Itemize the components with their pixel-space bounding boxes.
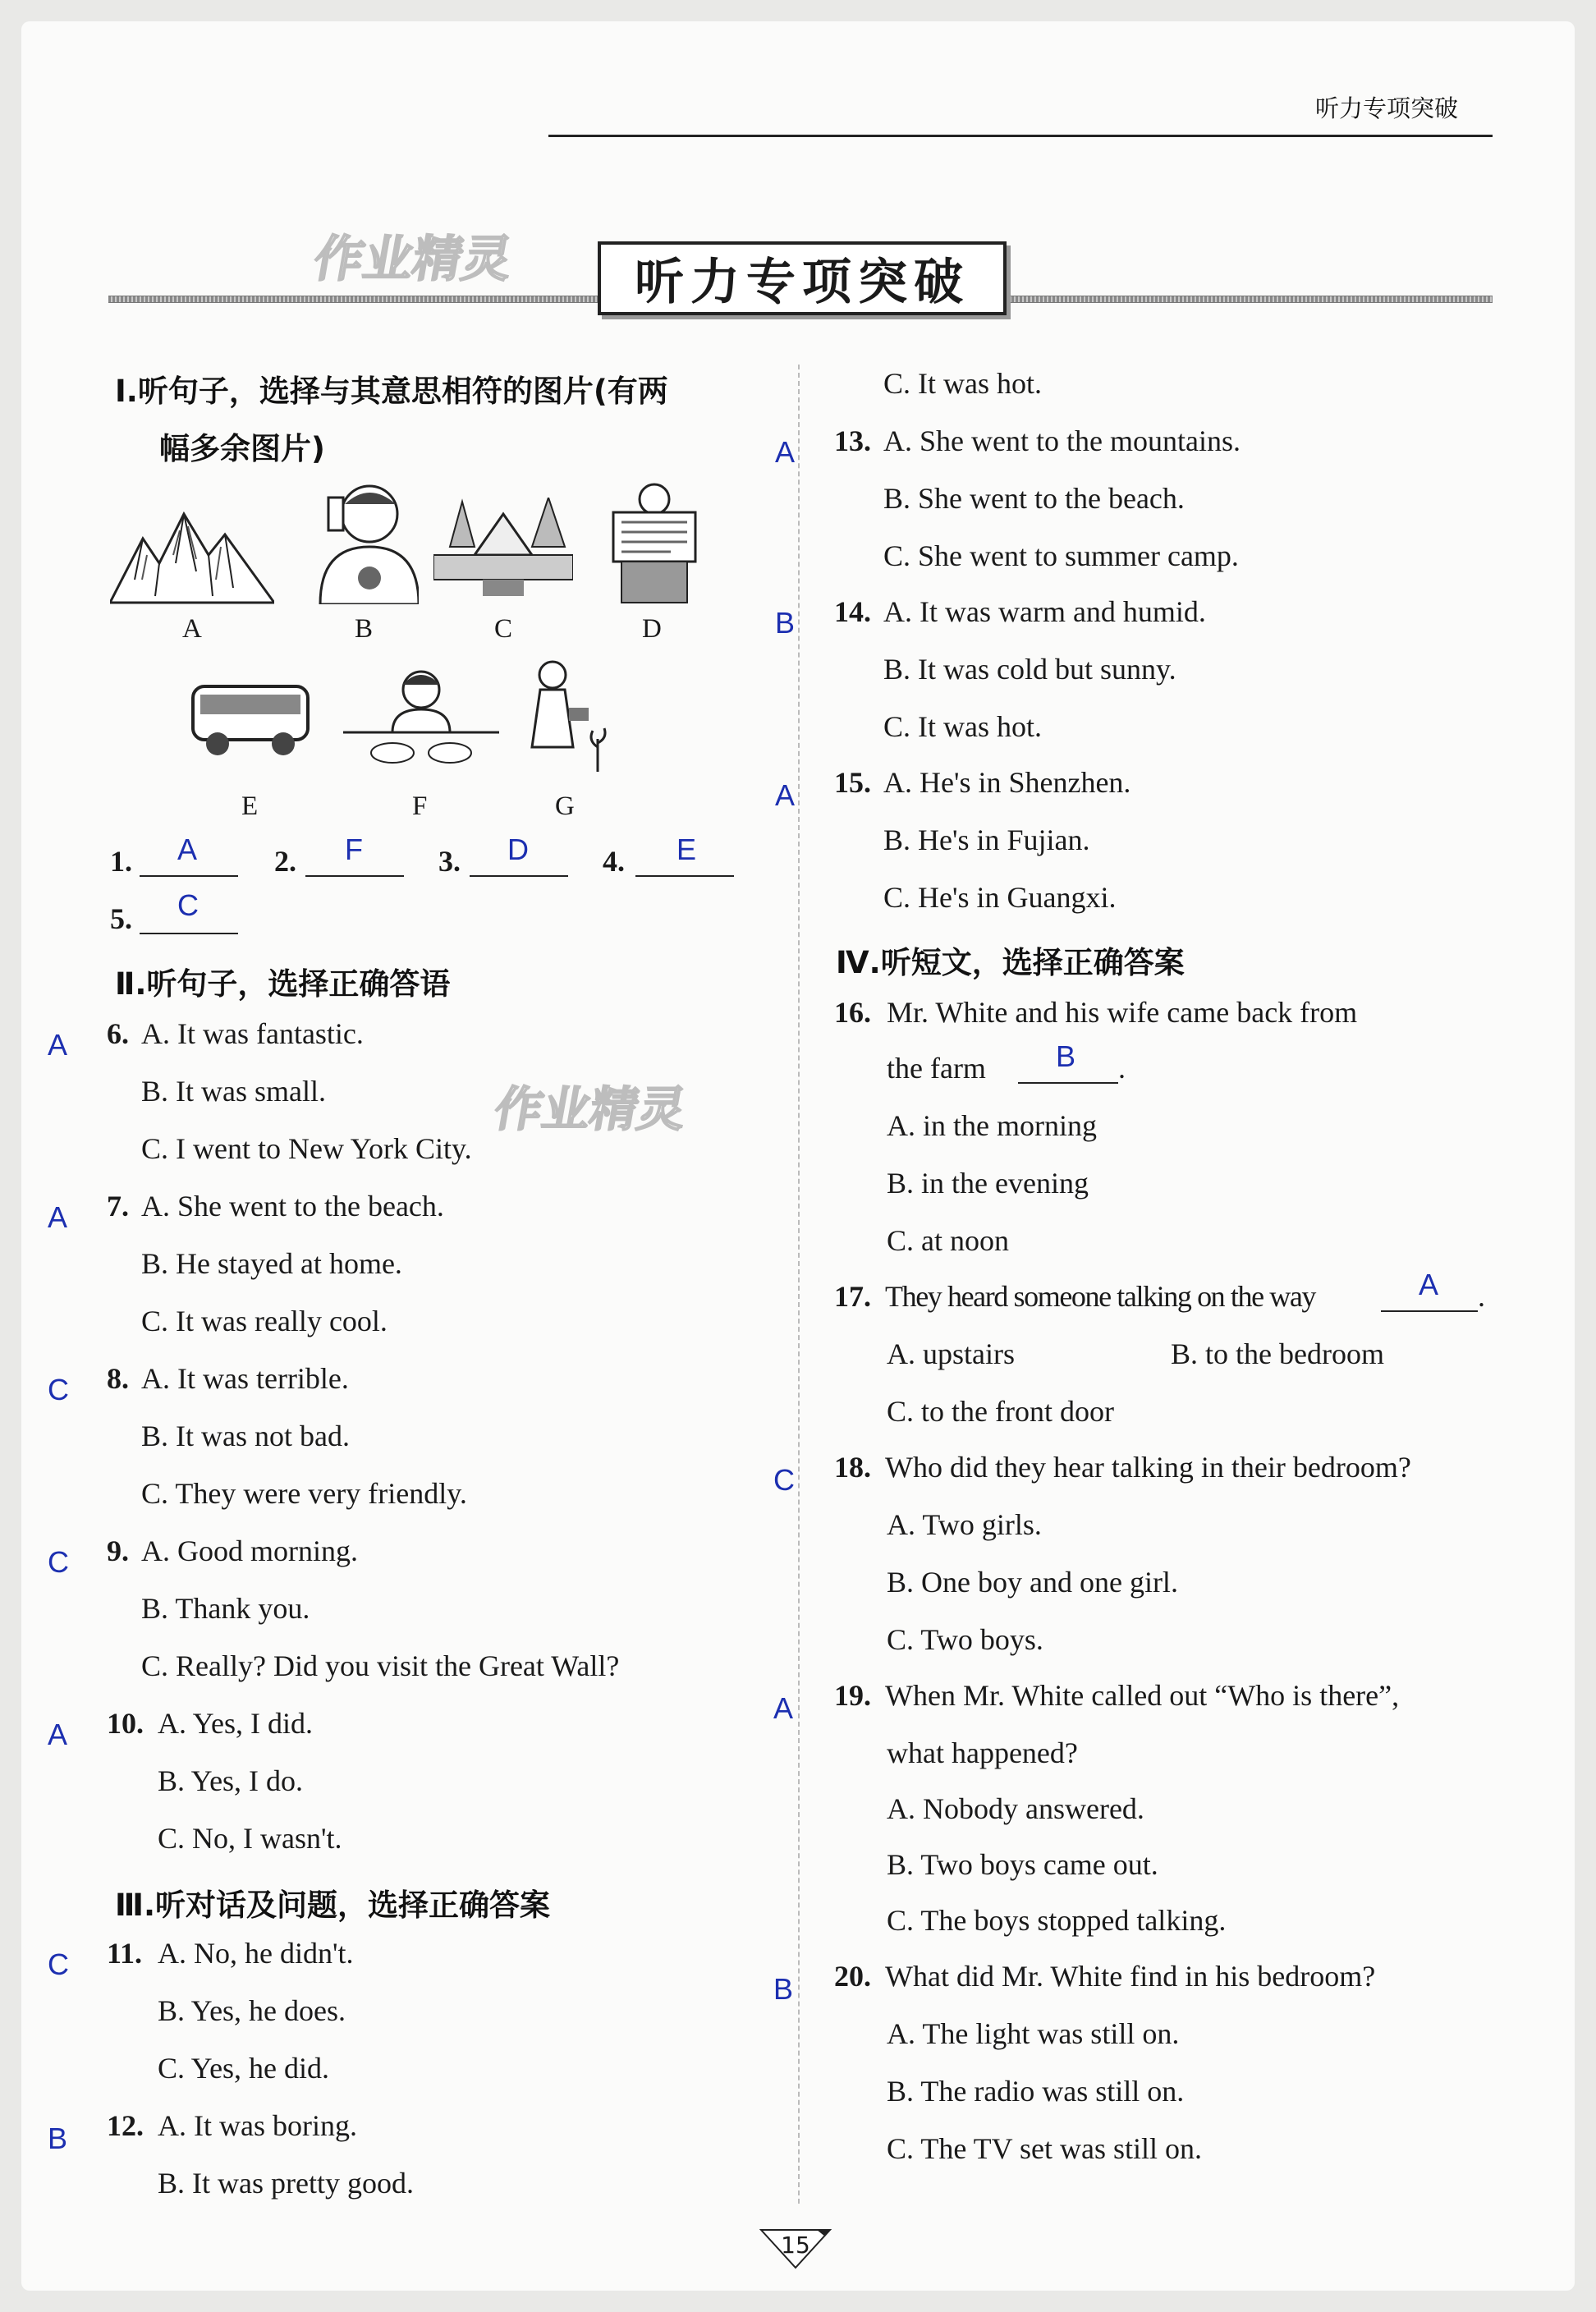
option-c: C. to the front door (887, 1395, 1114, 1428)
option-c: C. The TV set was still on. (887, 2132, 1203, 2165)
option-b: B. The radio was still on. (887, 2075, 1185, 2108)
answer-mark: C (48, 1373, 69, 1406)
option-b: B. It was small. (141, 1075, 326, 1108)
girl-watering-plant-icon (524, 657, 614, 780)
question-number: 8. (107, 1362, 129, 1395)
question-number: 15. (834, 766, 871, 799)
option-c: C. No, I wasn't. (158, 1822, 342, 1855)
stem-end: . (1118, 1052, 1126, 1085)
option-b: B. It was pretty good. (158, 2167, 414, 2200)
answer-blank (305, 875, 404, 877)
question-number: 12. (107, 2109, 144, 2142)
camp-forest-icon (433, 498, 573, 604)
header-rule (548, 135, 1493, 137)
option-a: A. It was terrible. (141, 1362, 349, 1395)
option-b: B. in the evening (887, 1167, 1089, 1200)
option-a: A. The light was still on. (887, 2017, 1180, 2050)
option-b: B. She went to the beach. (883, 482, 1185, 515)
section1-heading-cont: 幅多余图片) (159, 431, 325, 466)
picture-label: B (355, 614, 374, 644)
answer-mark: A (48, 1718, 68, 1751)
bus-icon (189, 678, 312, 760)
question-number: 17. (834, 1280, 871, 1313)
section2-heading: Ⅱ.听句子，选择正确答语 (115, 966, 451, 1002)
option-b: B. One boy and one girl. (887, 1566, 1178, 1599)
question-stem: the farm (887, 1052, 986, 1085)
section1-heading: Ⅰ.听句子，选择与其意思相符的图片(有两 (115, 374, 668, 409)
page-number: 15 (781, 2232, 810, 2259)
option-b: B. Thank you. (141, 1592, 310, 1625)
option-c: C. Yes, he did. (158, 2052, 330, 2085)
option-c: C. He's in Guangxi. (883, 881, 1117, 914)
column-divider (798, 365, 800, 2204)
question-number: 20. (834, 1960, 871, 1993)
option-c: C. Two boys. (887, 1623, 1043, 1656)
picture-label: E (241, 791, 259, 821)
section4-heading: Ⅳ.听短文，选择正确答案 (836, 945, 1185, 980)
option-a: A. upstairs (887, 1337, 1015, 1370)
question-stem: When Mr. White called out “Who is there”, (885, 1679, 1400, 1712)
question-number: 19. (834, 1679, 871, 1712)
running-header: 听力专项突破 (1315, 94, 1459, 122)
answer-blank (1018, 1082, 1118, 1084)
option-c: C. Really? Did you visit the Great Wall? (141, 1649, 620, 1682)
question-stem: what happened? (887, 1736, 1078, 1769)
watermark: 作业精灵 (490, 1081, 691, 1137)
answer-mark: F (345, 833, 363, 866)
blank-number: 4. (603, 845, 625, 878)
answer-blank (470, 875, 568, 877)
answer-blank (635, 875, 734, 877)
picture-label: C (494, 614, 513, 644)
question-number: 6. (107, 1017, 129, 1050)
question-number: 14. (834, 595, 871, 628)
answer-mark: A (775, 778, 796, 812)
option-c: C. It was hot. (883, 710, 1042, 743)
option-a: A. It was warm and humid. (883, 595, 1206, 628)
answer-mark: B (775, 606, 796, 640)
blank-number: 2. (274, 845, 296, 878)
question-stem: Who did they hear talking in their bedroom? (885, 1451, 1411, 1484)
option-c: C. She went to summer camp. (883, 539, 1239, 572)
answer-mark: A (48, 1200, 68, 1234)
question-stem: Mr. White and his wife came back from (887, 996, 1358, 1029)
section3-heading: Ⅲ.听对话及问题，选择正确答案 (115, 1888, 551, 1923)
question-number: 11. (107, 1937, 143, 1970)
option-b: B. to the bedroom (1171, 1337, 1384, 1370)
girl-eating-icon (343, 667, 499, 772)
blank-number: 1. (110, 845, 132, 878)
answer-mark: A (177, 833, 198, 866)
question-number: 13. (834, 424, 871, 457)
answer-mark: C (48, 1545, 69, 1579)
page-title: 听力专项突破 (598, 241, 1007, 315)
answer-mark: D (507, 833, 529, 866)
question-number: 16. (834, 996, 871, 1029)
answer-mark: A (775, 435, 796, 469)
stem-end: . (1478, 1280, 1485, 1313)
option-a: A. It was boring. (158, 2109, 357, 2142)
answer-mark: B (773, 1972, 794, 2006)
question-number: 7. (107, 1190, 129, 1223)
answer-mark: C (48, 1947, 69, 1981)
option-c: C. It was hot. (883, 367, 1042, 400)
option-b: B. It was cold but sunny. (883, 653, 1176, 686)
option-a: A. Yes, I did. (158, 1707, 314, 1740)
option-b: B. Yes, I do. (158, 1764, 304, 1797)
picture-label: G (555, 791, 575, 821)
answer-mark: A (773, 1691, 794, 1725)
answer-blank (1381, 1310, 1478, 1312)
answer-mark: E (676, 833, 697, 866)
man-reading-newspaper-icon (609, 481, 699, 604)
answer-mark: B (1056, 1039, 1076, 1073)
watermark: 作业精灵 (309, 231, 517, 288)
option-c: C. They were very friendly. (141, 1477, 467, 1510)
answer-mark: B (48, 2122, 68, 2155)
option-b: B. It was not bad. (141, 1420, 350, 1452)
picture-label: A (182, 614, 202, 644)
blank-number: 3. (438, 845, 461, 878)
option-c: C. I went to New York City. (141, 1132, 472, 1165)
option-a: A. Nobody answered. (887, 1792, 1144, 1825)
answer-mark: A (48, 1028, 68, 1062)
option-c: C. It was really cool. (141, 1305, 388, 1337)
question-number: 18. (834, 1451, 871, 1484)
option-a: A. She went to the mountains. (883, 424, 1241, 457)
answer-mark: A (1419, 1268, 1439, 1301)
question-stem: They heard someone talking on the way (885, 1280, 1316, 1313)
option-c: C. at noon (887, 1224, 1009, 1257)
option-a: A. in the morning (887, 1109, 1097, 1142)
picture-label: F (412, 791, 428, 821)
answer-blank (140, 875, 238, 877)
answer-blank (140, 933, 238, 934)
mountains-icon (110, 506, 274, 604)
option-a: A. No, he didn't. (158, 1937, 354, 1970)
option-a: A. Two girls. (887, 1508, 1042, 1541)
picture-label: D (642, 614, 662, 644)
boy-drinking-icon (304, 481, 419, 604)
option-b: B. Yes, he does. (158, 1994, 346, 2027)
question-number: 10. (107, 1707, 144, 1740)
option-b: B. He stayed at home. (141, 1247, 402, 1280)
option-a: A. It was fantastic. (141, 1017, 364, 1050)
question-number: 9. (107, 1534, 129, 1567)
question-stem: What did Mr. White find in his bedroom? (885, 1960, 1376, 1993)
option-c: C. The boys stopped talking. (887, 1904, 1227, 1937)
answer-mark: C (177, 888, 199, 922)
option-a: A. Good morning. (141, 1534, 358, 1567)
option-a: A. She went to the beach. (141, 1190, 444, 1223)
option-a: A. He's in Shenzhen. (883, 766, 1131, 799)
answer-mark: C (773, 1463, 795, 1497)
blank-number: 5. (110, 902, 132, 935)
option-b: B. Two boys came out. (887, 1848, 1158, 1881)
option-b: B. He's in Fujian. (883, 823, 1090, 856)
